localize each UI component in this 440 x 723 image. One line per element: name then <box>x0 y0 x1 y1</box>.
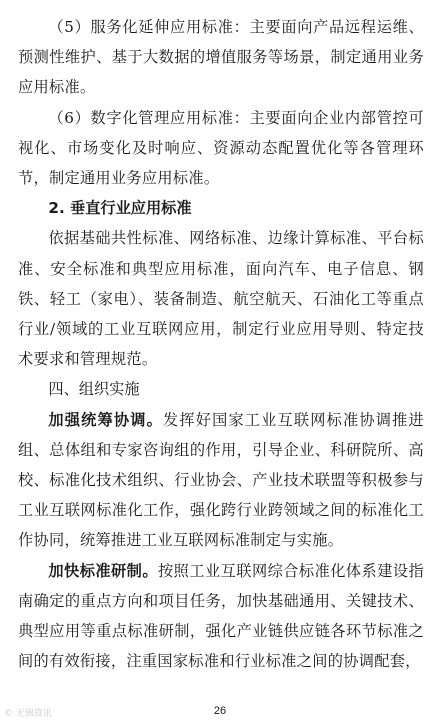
paragraph-service-extension: （5）服务化延伸应用标准：主要面向产品远程运维、预测性维护、基于大数据的增值服务等场景，制定通用业务应用标准。 <box>18 18 424 97</box>
document-page <box>18 12 424 676</box>
coordination-lead: 加强统筹协调。 <box>48 410 163 429</box>
watermark: © 无锡资讯 <box>4 709 52 719</box>
paragraph-vertical-industry: 依据基础共性标准、网络标准、边缘计算标准、平台标准、安全标准和典型应用标准，面向汽车、电子信息、钢铁、轻工（家电）、装备制造、航空航天、石油化工等重点行业/领域的工业互联网应用，制定行业应用导则、特定技术要求和管理规范。 <box>18 229 424 369</box>
coordination-body: 发挥好国家工业互联网标准协调推进组、总体组和专家咨询组的作用，引导企业、科研院所、高校、标准化技术组织、行业协会、产业技术联盟等积极参与工业互联网标准化工作，强化跨行业跨领域之间的标准化工作协同，统筹推进工业互联网标准制定与实施。 <box>18 410 424 550</box>
heading-vertical-industry: 2. 垂直行业应用标准 <box>48 199 192 218</box>
development-lead: 加快标准研制。 <box>48 561 158 580</box>
paragraph-development <box>18 556 424 677</box>
page-number: 26 <box>213 705 227 717</box>
paragraph-digital-management: （6）数字化管理应用标准：主要面向企业内部管控可视化、市场变化及时响应、资源动态配置优化等各管理环节，制定通用业务应用标准。 <box>18 108 424 188</box>
development-body: 按照工业互联网综合标准化体系建设指南确定的重点方向和项目任务，加快基础通用、关键技术、典型应用等重点标准研制，强化产业链供应链各环节标准之间的有效衔接，注重国家标准和行业标准之间的协调配套， <box>18 561 424 671</box>
paragraph-coordination <box>18 405 424 556</box>
heading-organization: 四、组织实施 <box>48 380 140 399</box>
